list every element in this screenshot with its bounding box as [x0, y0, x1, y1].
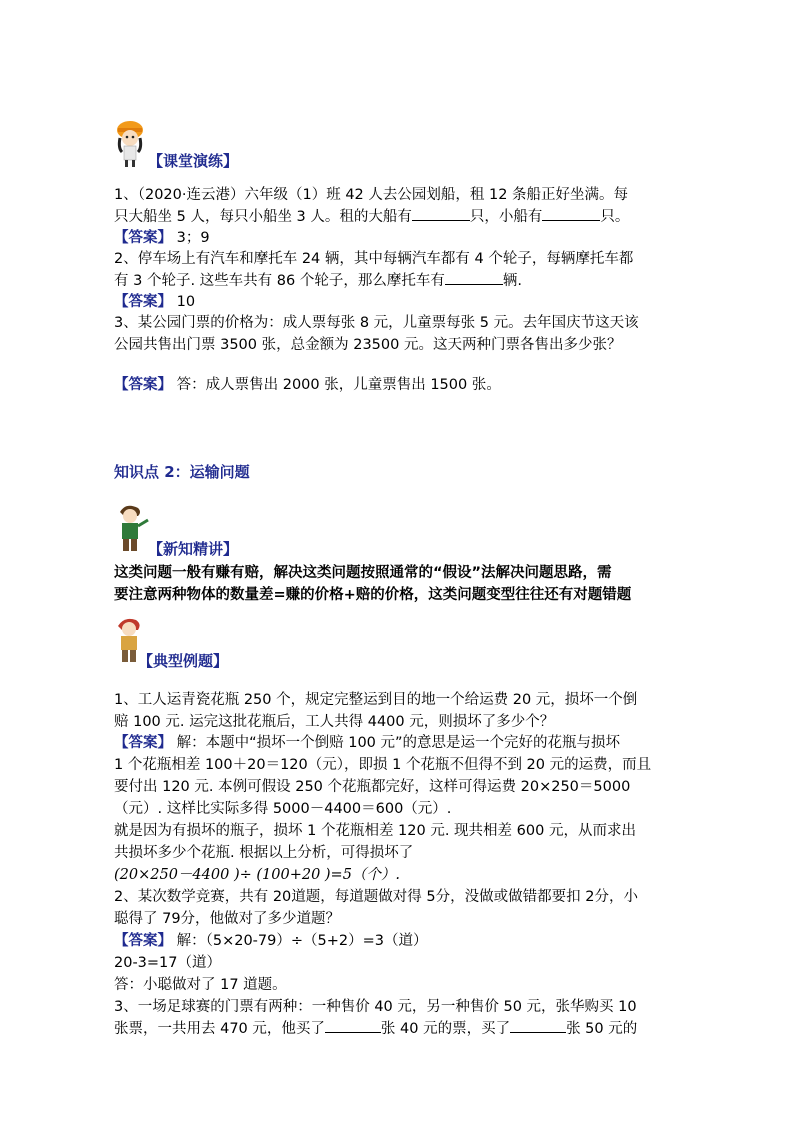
practice-q3-line1: 3、某公园门票的价格为：成人票每张 8 元，儿童票每张 5 元。去年国庆节这天该	[114, 315, 639, 331]
answer-tag: 【答案】	[114, 933, 172, 949]
practice-q1-line2: 只大船坐 5 人，每只小船坐 3 人。租的大船有 只，小船有 只。	[114, 206, 629, 228]
example1-formula: (20×250－4400 )÷ (100+20 )=5（个）.	[114, 867, 401, 883]
practice-a2: 【答案】 10	[114, 294, 196, 310]
answer-blank	[412, 206, 470, 221]
example2-line2: 聪得了 79分，他做对了多少道题？	[114, 911, 341, 927]
example3-line1: 3、一场足球赛的门票有两种：一种售价 40 元，另一种售价 50 元，张华购买 10	[114, 999, 637, 1015]
example1-answer-line1: 【答案】 解：本题中“损坏一个倒赔 100 元”的意思是运一个完好的花瓶与损坏	[114, 735, 621, 751]
answer-blank	[510, 1018, 566, 1033]
practice-heading: 【课堂演练】	[148, 152, 239, 170]
example1-line1: 1、工人运青瓷花瓶 250 个，规定完整运到目的地一个给运费 20 元，损坏一个倒	[114, 692, 638, 708]
example-heading: 【典型例题】	[138, 652, 229, 670]
practice-q2-line2: 有 3 个轮子. 这些车共有 86 个轮子，那么摩托车有 辆.	[114, 270, 522, 292]
example1-answer-line3: 要付出 120 元. 本例可假设 250 个花瓶都完好，这样可得运费 20×250＝5000	[114, 779, 631, 795]
example1-answer-line2: 1 个花瓶相差 100＋20＝120（元），即损 1 个花瓶不但得不到 20 元的运费，而且	[114, 757, 652, 773]
example1-answer-line6: 共损坏多少个花瓶. 根据以上分析，可得损坏了	[114, 845, 414, 861]
practice-a1: 【答案】 3；9	[114, 230, 210, 246]
answer-blank	[542, 206, 600, 221]
new-knowledge-heading: 【新知精讲】	[148, 540, 239, 558]
example1-answer-line5: 就是因为有损坏的瓶子，损坏 1 个花瓶相差 120 元. 现共相差 600 元，从而求出	[114, 823, 636, 839]
knowledge-point-title: 知识点 2：运输问题	[114, 463, 250, 481]
boy-mascot-icon	[112, 502, 152, 552]
answer-blank	[325, 1018, 381, 1033]
example1-answer-line4: （元）. 这样比实际多得 5000－4400＝600（元）.	[114, 801, 452, 817]
practice-q2-line1: 2、停车场上有汽车和摩托车 24 辆，其中每辆汽车都有 4 个轮子，每辆摩托车都	[114, 251, 634, 267]
example2-answer-line3: 答：小聪做对了 17 道题。	[114, 977, 287, 993]
example3-line2: 张票，一共用去 470 元，他买了 张 40 元的票，买了 张 50 元的	[114, 1018, 637, 1040]
answer-tag: 【答案】	[114, 230, 172, 246]
practice-q1-line1: 1、（2020·连云港）六年级（1）班 42 人去公园划船，租 12 条船正好坐满。每	[114, 187, 629, 203]
example1-line2: 赔 100 元. 运完这批花瓶后，工人共得 4400 元，则损坏了多少个？	[114, 714, 555, 730]
practice-a3: 【答案】 答：成人票售出 2000 张，儿童票售出 1500 张。	[114, 377, 501, 393]
example2-answer-line2: 20-3=17（道）	[114, 955, 222, 971]
answer-tag: 【答案】	[114, 377, 172, 393]
girl-mascot-icon	[112, 118, 148, 168]
answer-tag: 【答案】	[114, 735, 172, 751]
practice-q3-line2: 公园共售出门票 3500 张，总金额为 23500 元。这天两种门票各售出多少张？	[114, 337, 622, 353]
answer-blank	[445, 270, 503, 285]
example2-answer-line1: 【答案】 解：（5×20-79）÷（5+2）=3（道）	[114, 933, 428, 949]
new-knowledge-line2: 要注意两种物体的数量差=赚的价格+赔的价格，这类问题变型往往还有对题错题	[114, 587, 632, 603]
example2-line1: 2、某次数学竞赛，共有 20道题，每道题做对得 5分，没做或做错都要扣 2分，小	[114, 889, 638, 905]
new-knowledge-line1: 这类问题一般有赚有赔，解决这类问题按照通常的“假设”法解决问题思路，需	[114, 565, 612, 581]
answer-tag: 【答案】	[114, 294, 172, 310]
